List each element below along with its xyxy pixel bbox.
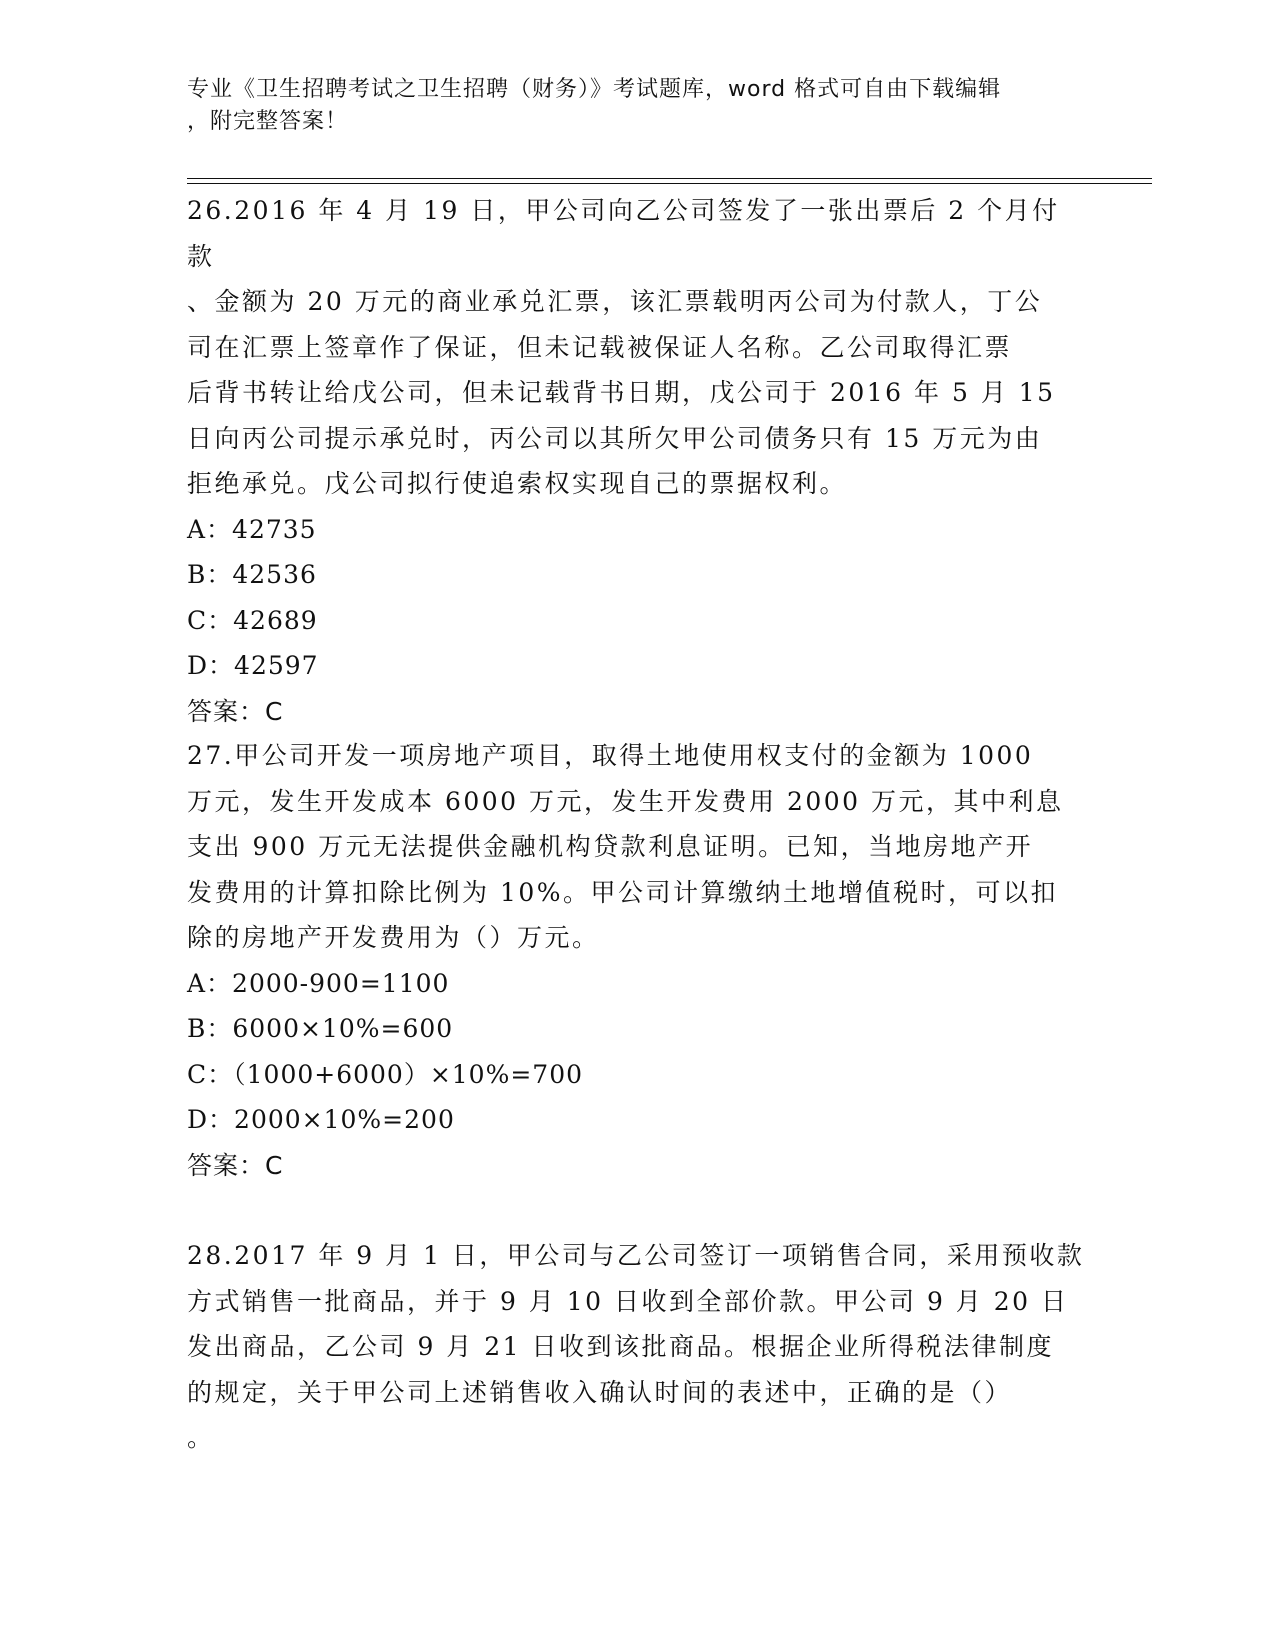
question-stem (187, 1233, 1087, 1461)
stem-line: 28.2017 年 9 月 1 日，甲公司与乙公司签订一项销售合同，采用预收款 (187, 1241, 1085, 1270)
header-divider-top (187, 178, 1152, 179)
stem-line: 除的房地产开发费用为（）万元。 (187, 923, 600, 952)
answer-line: 答案：C (187, 1150, 284, 1180)
option-a: A：42735 (187, 514, 317, 544)
stem-line: 司在汇票上签章作了保证，但未记载被保证人名称。乙公司取得汇票 (187, 332, 1013, 362)
stem-line: 拒绝承兑。戊公司拟行使追索权实现自己的票据权利。 (187, 469, 848, 498)
stem-line: 日向丙公司提示承兑时，丙公司以其所欠甲公司债务只有 15 万元为由 (187, 423, 1043, 453)
stem-line: 发出商品，乙公司 9 月 21 日收到该批商品。根据企业所得税法律制度 (187, 1332, 1055, 1361)
question-stem (187, 733, 1087, 961)
stem-line: 支出 900 万元无法提供金融机构贷款利息证明。已知，当地房地产开 (187, 832, 1034, 861)
option-a: A：2000-900=1100 (187, 968, 450, 998)
option-b: B：42536 (187, 560, 317, 589)
header-line-2: ，附完整答案！ (187, 109, 349, 134)
option-b: B：6000×10%=600 (187, 1014, 454, 1043)
option-d: D：42597 (187, 651, 319, 680)
question-28 (187, 1233, 1087, 1461)
option-c: C：（1000+6000）×10%=700 (187, 1059, 584, 1089)
stem-line: 、金额为 20 万元的商业承兑汇票，该汇票载明丙公司为付款人，丁公 (187, 287, 1043, 316)
document-header (187, 74, 1067, 138)
question-27 (187, 733, 1087, 1188)
stem-line: 后背书转让给戊公司，但未记载背书日期，戊公司于 2016 年 5 月 15 (187, 378, 1056, 407)
header-line-1: 专业《卫生招聘考试之卫生招聘（财务）》考试题库，word 格式可自由下载编辑 (187, 77, 1002, 102)
option-c: C：42689 (187, 605, 318, 635)
stem-line: 27.甲公司开发一项房地产项目，取得土地使用权支付的金额为 1000 (187, 741, 1034, 770)
stem-line: 的规定，关于甲公司上述销售收入确认时间的表述中，正确的是（） (187, 1377, 1013, 1407)
question-26 (187, 188, 1087, 734)
header-divider-bottom (187, 183, 1152, 184)
option-d: D：2000×10%=200 (187, 1105, 455, 1134)
stem-line: 方式销售一批商品，并于 9 月 10 日收到全部价款。甲公司 9 月 20 日 (187, 1286, 1069, 1316)
answer-line: 答案：C (187, 696, 284, 726)
stem-line: 。 (187, 1423, 215, 1452)
stem-line: 发费用的计算扣除比例为 10%。甲公司计算缴纳土地增值税时，可以扣 (187, 877, 1059, 907)
question-stem (187, 188, 1087, 507)
stem-line: 26.2016 年 4 月 19 日，甲公司向乙公司签发了一张出票后 2 个月付款 (187, 196, 1060, 271)
stem-line: 万元，发生开发成本 6000 万元，发生开发费用 2000 万元，其中利息 (187, 786, 1064, 816)
